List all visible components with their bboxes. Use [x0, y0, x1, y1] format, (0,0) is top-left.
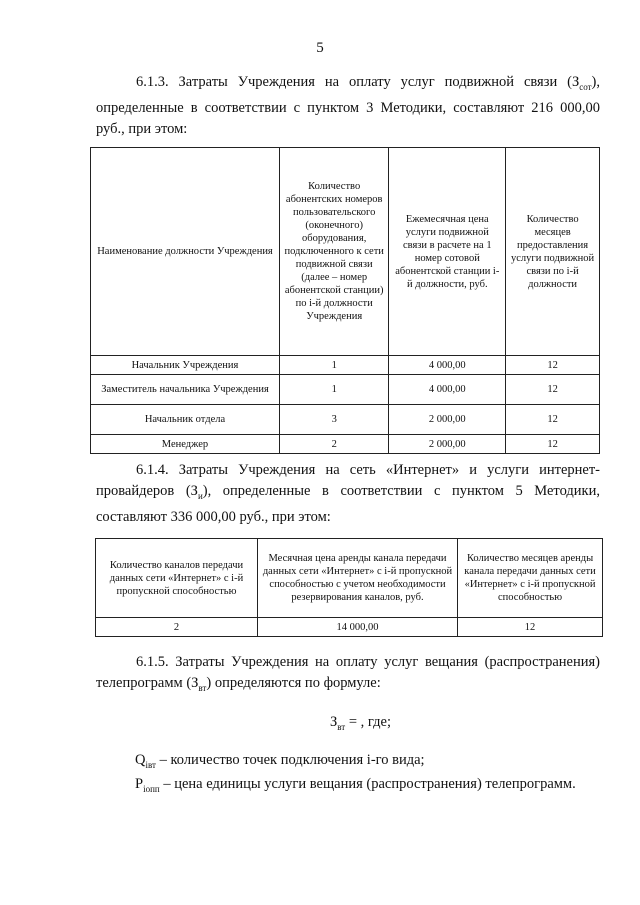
section-6-1-5-sub: вт — [198, 682, 207, 693]
table-cell: 2 000,00 — [389, 435, 506, 454]
section-6-1-5-text-a: 6.1.5. Затраты Учреждения на оплату услуг вещания (распространения) телепрограмм (З — [96, 654, 600, 691]
table-row — [91, 435, 600, 454]
table-cell: 12 — [506, 356, 600, 375]
table-cell: 12 — [506, 405, 600, 435]
definition-p — [135, 774, 576, 800]
table-row — [91, 375, 600, 405]
table-cell: Заместитель начальника Учреждения — [91, 375, 280, 405]
table-header-cell: Наименование должности Учреждения — [91, 148, 280, 356]
section-6-1-3-paragraph — [96, 72, 600, 140]
table-cell: 2 000,00 — [389, 405, 506, 435]
formula-sub: вт — [337, 721, 346, 732]
table-header-row — [91, 148, 600, 356]
section-6-1-5-paragraph — [96, 652, 600, 699]
table-cell: 12 — [506, 435, 600, 454]
table-header-cell: Ежемесячная цена услуги подвижной связи в расчете на 1 номер сотовой абонентской станции i-й должности, руб. — [389, 148, 506, 356]
table-cell: 3 — [279, 405, 388, 435]
section-6-1-4-text-b: ), определенные в соответствии с пунктом 5 Методики, составляют 336 000,00 руб., при этом: — [96, 483, 600, 525]
definition-q — [135, 750, 425, 776]
table-header-cell: Месячная цена аренды канала передачи данных сети «Интернет» с i-й пропускной способностью с учетом необходимости резервирования каналов, руб. — [257, 539, 457, 618]
table-cell: 14 000,00 — [257, 618, 457, 637]
definition-text: – количество точек подключения i-го вида; — [155, 752, 425, 768]
section-6-1-4-text-a: 6.1.4. Затраты Учреждения на сеть «Интернет» и услуги интернет-провайдеров (З — [96, 462, 600, 499]
table-header-row — [96, 539, 603, 618]
section-6-1-4-paragraph — [96, 460, 600, 528]
definition-symbol: P — [135, 776, 144, 792]
section-6-1-5-text-b: ) определяются по формуле: — [206, 675, 381, 691]
table-header-cell: Количество месяцев аренды канала передачи данных сети «Интернет» с i-й пропускной способностью — [458, 539, 603, 618]
table-cell: 2 — [279, 435, 388, 454]
table-cell: Начальник отдела — [91, 405, 280, 435]
table-header-cell: Количество каналов передачи данных сети «Интернет» с i-й пропускной способностью — [96, 539, 258, 618]
table-cell: 12 — [506, 375, 600, 405]
definition-sub: iвт — [145, 759, 156, 770]
definition-sub: iопп — [143, 783, 160, 794]
table-header-cell: Количество абонентских номеров пользовательского (оконечного) оборудования, подключенного к сети подвижной связи (далее – номер абонентской станции) по i-й должности Учреждения — [279, 148, 388, 356]
section-6-1-3-text-a: 6.1.3. Затраты Учреждения на оплату услуг подвижной связи (З — [136, 74, 580, 90]
internet-costs-table — [95, 538, 603, 637]
table-cell: 2 — [96, 618, 258, 637]
section-6-1-4-sub: и — [197, 490, 203, 501]
section-6-1-3-sub: сот — [579, 81, 592, 92]
table-cell: 4 000,00 — [389, 356, 506, 375]
table-cell: Менеджер — [91, 435, 280, 454]
table-cell: 1 — [279, 375, 388, 405]
formula — [330, 714, 391, 732]
table-header-cell: Количество месяцев предоставления услуги подвижной связи по i-й должности — [506, 148, 600, 356]
table-row — [91, 356, 600, 375]
table-cell: Начальник Учреждения — [91, 356, 280, 375]
table-row — [96, 618, 603, 637]
formula-text: = , где; — [345, 714, 391, 730]
table-cell: 4 000,00 — [389, 375, 506, 405]
page-number: 5 — [316, 40, 324, 56]
definition-text: – цена единицы услуги вещания (распространения) телепрограмм. — [159, 776, 576, 792]
formula-symbol: З — [330, 714, 338, 730]
table-cell: 1 — [279, 356, 388, 375]
table-row — [91, 405, 600, 435]
definition-symbol: Q — [135, 752, 146, 768]
mobile-costs-table — [90, 147, 600, 454]
section-6-1-3-text-b: ), определенные в соответствии с пунктом 3 Методики, составляют 216 000,00 руб., при этом: — [96, 74, 600, 137]
table-cell: 12 — [458, 618, 603, 637]
